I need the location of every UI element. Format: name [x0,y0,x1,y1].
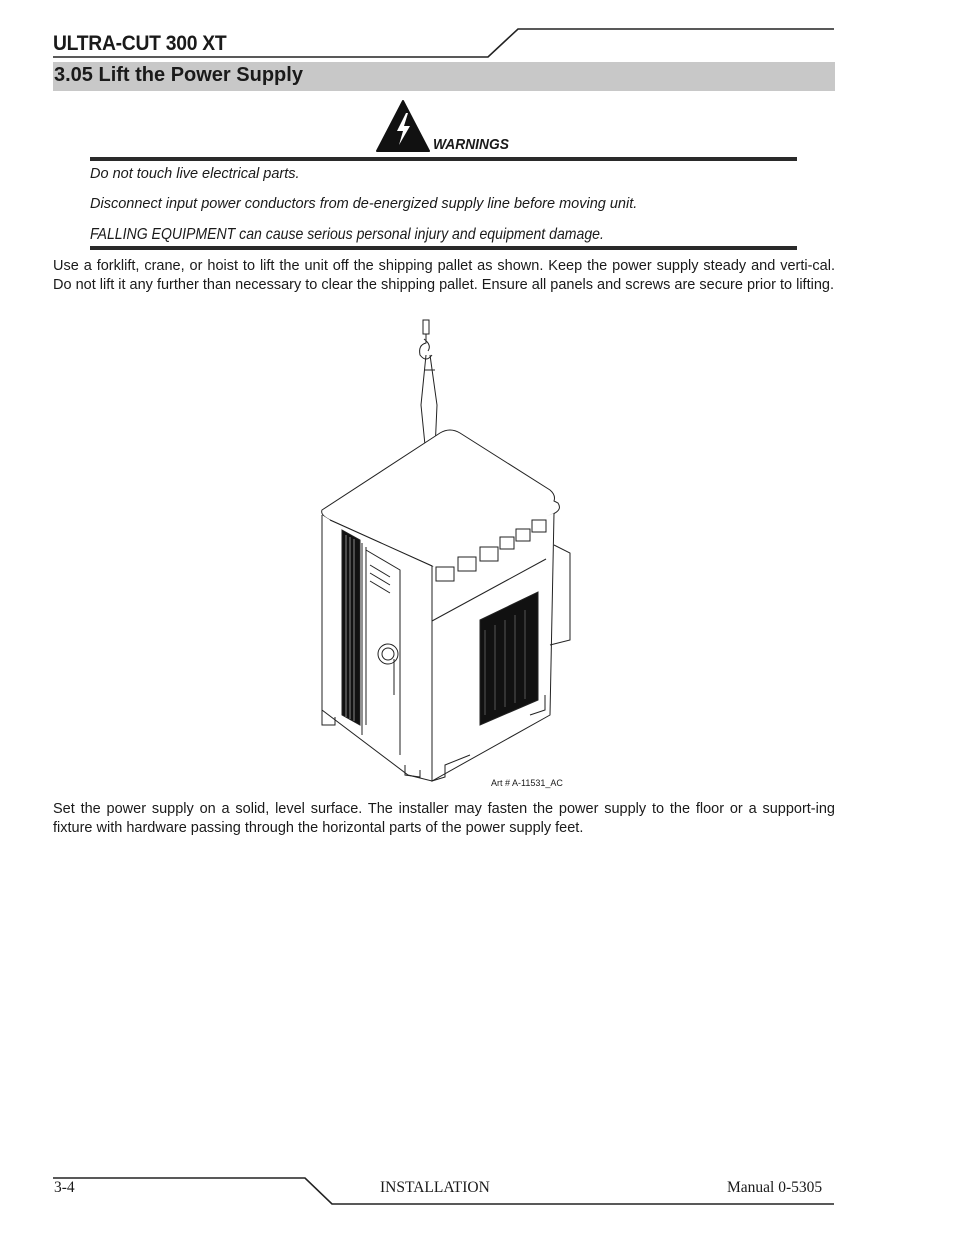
warnings-label: WARNINGS [433,136,509,153]
power-supply-lifting-illustration [300,315,600,785]
footer-section-name: INSTALLATION [380,1179,490,1196]
electric-shock-warning-icon [375,99,431,153]
lift-instructions-paragraph: Use a forklift, crane, or hoist to lift the unit off the shipping pallet as shown. Keep the power supply steady and verti-cal. Do not lift it any further than necessary to clear the shipping pallet. Ensure all panels and screws are secure prior to lifting. [53,258,835,293]
warning-text-3: FALLING EQUIPMENT can cause serious personal injury and equipment damage. [90,226,604,243]
page-number: 3-4 [54,1179,75,1196]
placement-paragraph: Set the power supply on a solid, level surface. The installer may fasten the power supply to the floor or a support-ing fixture with hardware passing through the horizontal parts of the power supply feet. [53,801,835,836]
warning-text-1: Do not touch live electrical parts. [90,166,300,182]
warning-bottom-rule [90,246,797,250]
warning-text-2: Disconnect input power conductors from de-energized supply line before moving unit. [90,196,638,212]
document-title: ULTRA-CUT 300 XT [53,32,227,55]
section-title: 3.05 Lift the Power Supply [54,64,303,86]
warning-top-rule [90,157,797,161]
art-number-caption: Art # A-11531_AC [491,778,563,788]
manual-number: Manual 0-5305 [727,1179,823,1196]
